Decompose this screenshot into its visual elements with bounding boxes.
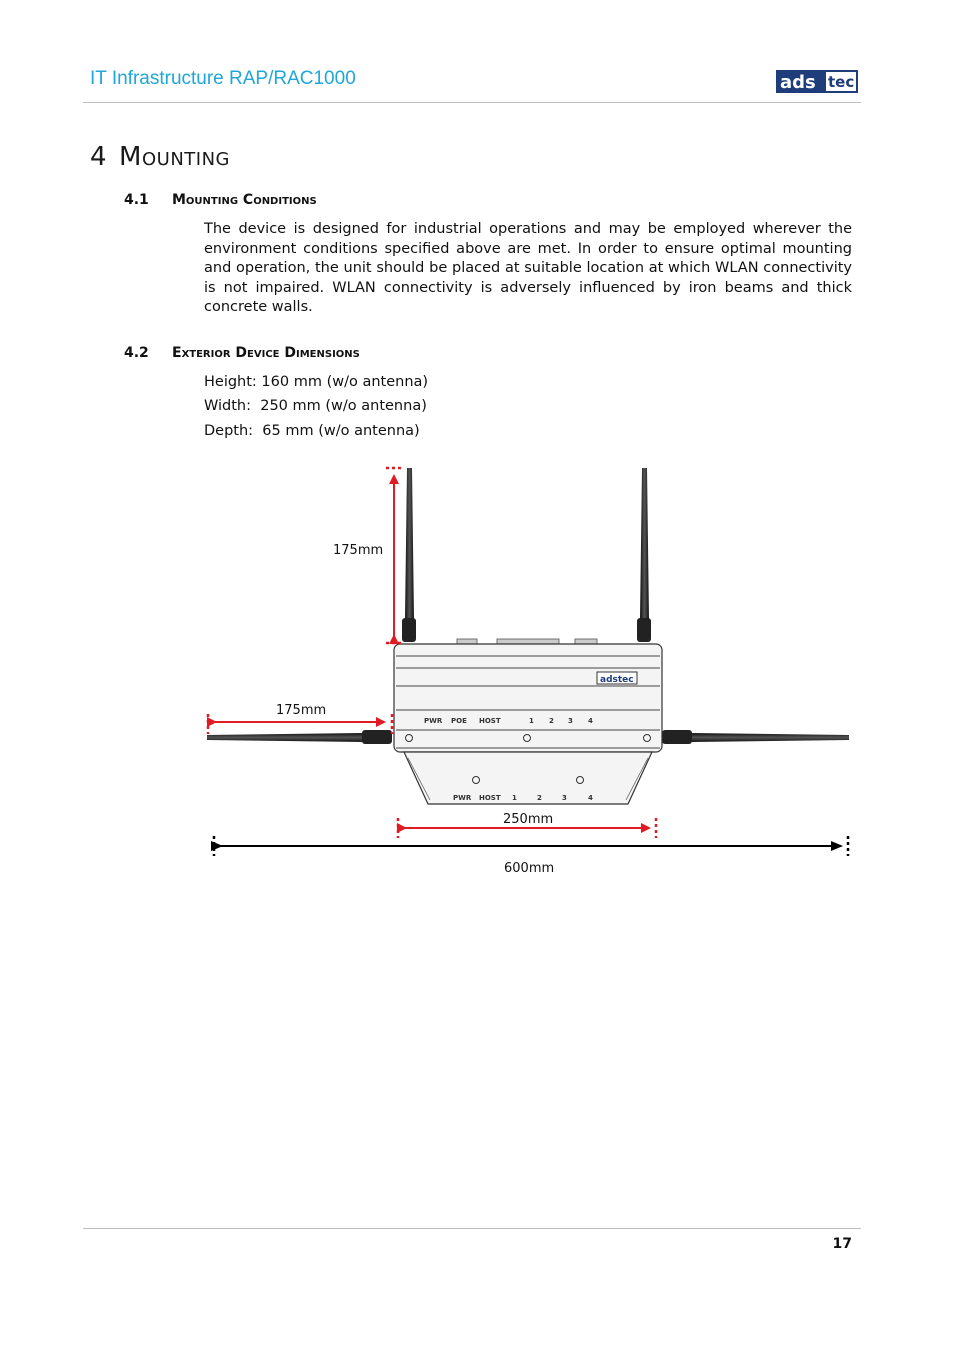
dimension-total-width: [214, 836, 848, 876]
section-heading: [90, 142, 230, 172]
dimension-height: Height: 160 mm (w/o antenna): [204, 374, 429, 390]
header-rule: [83, 102, 861, 103]
front-label-pwr: PWR: [424, 717, 443, 725]
antenna-right-vertical: [637, 468, 651, 642]
subsection-number: 4.1: [124, 192, 149, 208]
bottom-label-1: 1: [512, 794, 517, 802]
antenna-left-horizontal: [207, 730, 392, 744]
front-label-2: 2: [549, 717, 554, 725]
logo-part-ads: ads: [780, 72, 816, 93]
bottom-label-2: 2: [537, 794, 542, 802]
bottom-label-pwr: PWR: [453, 794, 472, 802]
mounting-conditions-text: The device is designed for industrial operations and may be employed wherever the environment conditions specified above are met. In order to ensure optimal mounting and operation, the unit should be placed at suitable location at which WLAN connectivity is not impaired. WLAN connectivity is adversely influenced by iron beams and thick concrete walls.: [204, 221, 852, 315]
bottom-label-host: HOST: [479, 794, 501, 802]
header-title: IT Infrastructure RAP/RAC1000: [90, 68, 356, 89]
ads-tec-logo: [776, 70, 858, 93]
dimension-device-width: [398, 812, 656, 838]
bottom-label-3: 3: [562, 794, 567, 802]
antenna-horizontal-label: 175mm: [276, 703, 327, 718]
front-label-host: HOST: [479, 717, 501, 725]
subsection-number: 4.2: [124, 345, 149, 361]
dimension-depth: Depth: 65 mm (w/o antenna): [204, 423, 420, 439]
device-dimension-drawing: [0, 455, 954, 895]
subsection-heading-4-2: [124, 345, 360, 361]
antenna-vertical-label: 175mm: [333, 543, 384, 558]
dimension-antenna-horizontal: [208, 703, 392, 734]
front-label-1: 1: [529, 717, 534, 725]
logo-part-tec: tec: [828, 73, 855, 91]
subsection-title: Mounting Conditions: [172, 192, 317, 208]
dimension-antenna-vertical: [333, 468, 402, 643]
front-label-3: 3: [568, 717, 573, 725]
device-logo: adstec: [600, 675, 634, 685]
bottom-label-4: 4: [588, 794, 593, 802]
total-width-label: 600mm: [504, 861, 555, 876]
front-label-4: 4: [588, 717, 593, 725]
section-number: 4: [90, 142, 108, 172]
antenna-left-vertical: [402, 468, 416, 642]
front-label-poe: POE: [451, 717, 467, 725]
dimension-width: Width: 250 mm (w/o antenna): [204, 398, 427, 414]
footer-rule: [83, 1228, 861, 1229]
antenna-right-horizontal: [662, 730, 849, 744]
section-title: Mounting: [119, 142, 231, 172]
subsection-heading-4-1: [124, 192, 317, 208]
device-width-label: 250mm: [503, 812, 554, 827]
subsection-title: Exterior Device Dimensions: [172, 345, 360, 361]
page-number: 17: [832, 1236, 852, 1252]
